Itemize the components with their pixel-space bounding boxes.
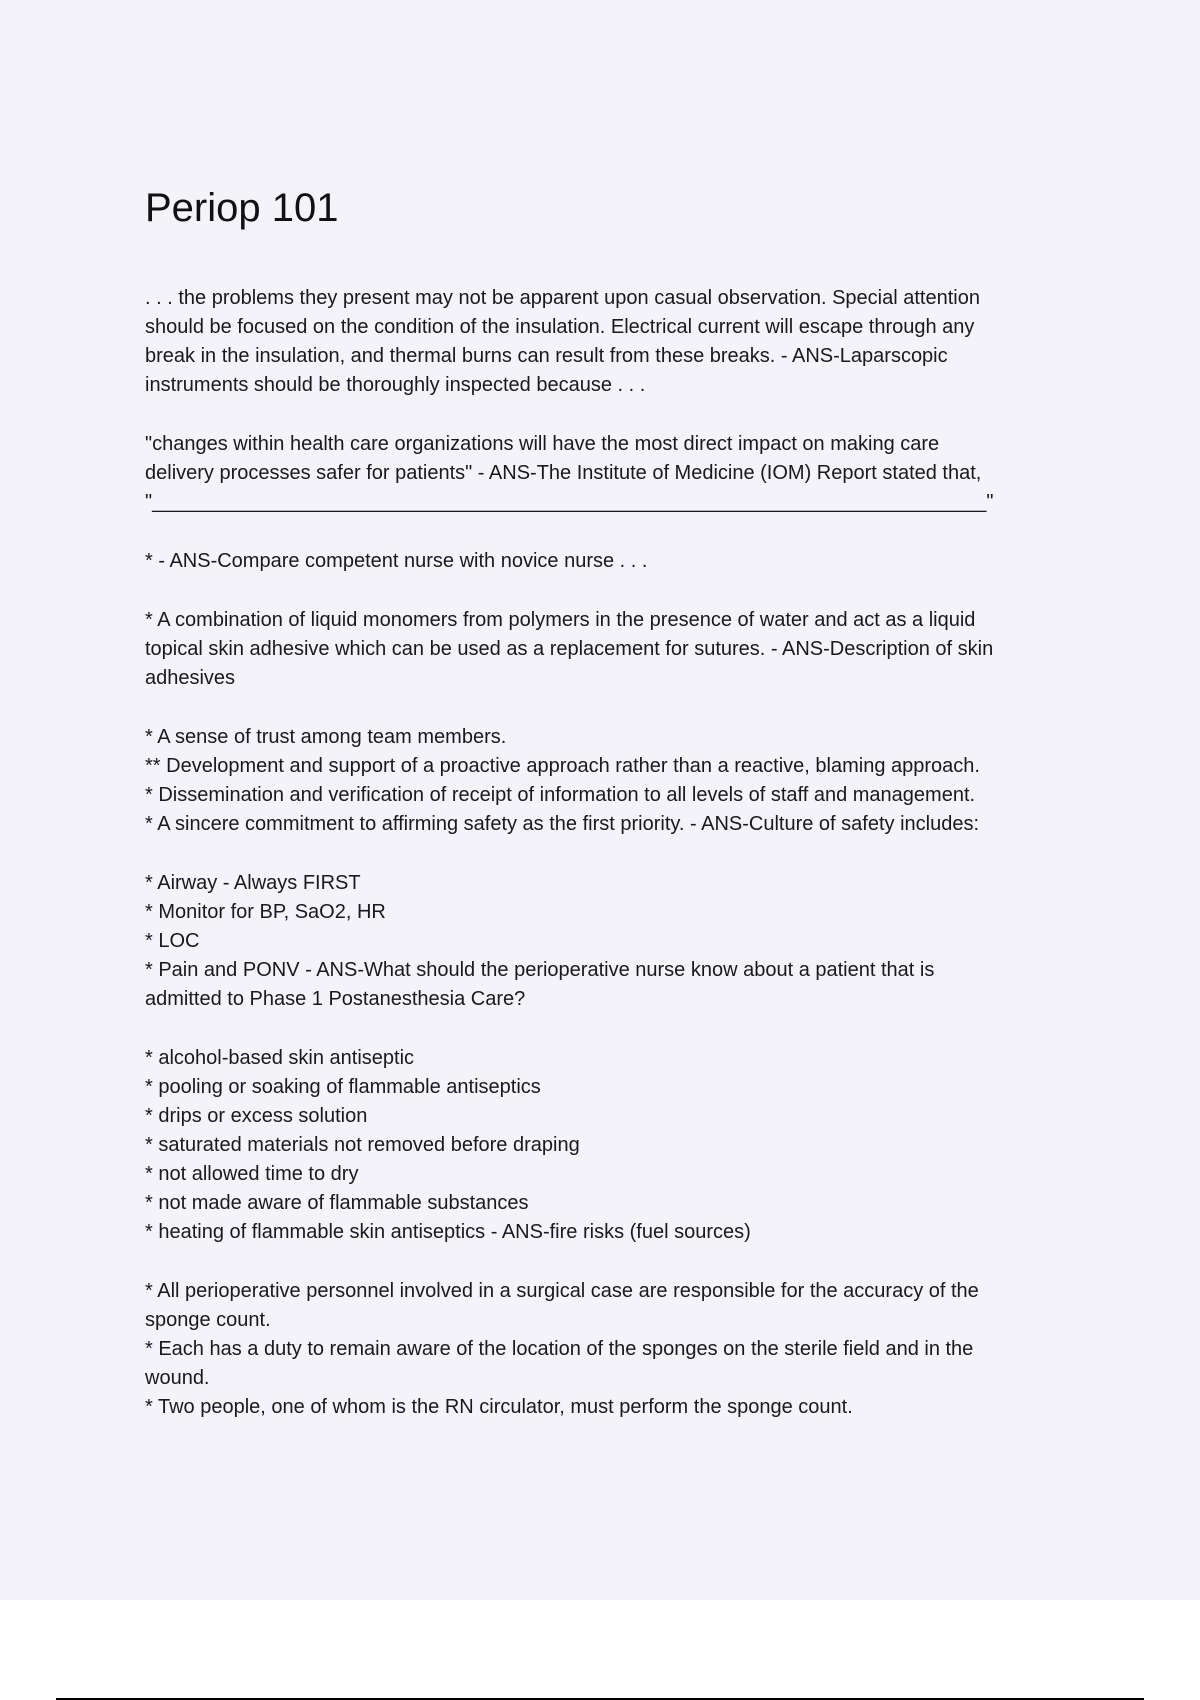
entry-skin-adhesives (145, 606, 1095, 693)
text-line: * A combination of liquid monomers from polymers in the presence of water and act as a liquid (145, 609, 976, 631)
text-line: * Monitor for BP, SaO2, HR (145, 901, 386, 923)
fill-in-blank-line: "___________________________________________________________________________" (145, 491, 994, 513)
text-line: * pooling or soaking of flammable antiseptics (145, 1076, 541, 1098)
text-line: * Each has a duty to remain aware of the location of the sponges on the sterile field and in the (145, 1338, 974, 1360)
text-line: wound. (145, 1367, 210, 1389)
entry-culture-of-safety (145, 723, 1095, 839)
text-line: admitted to Phase 1 Postanesthesia Care? (145, 988, 526, 1010)
text-line: * saturated materials not removed before draping (145, 1134, 580, 1156)
text-line: * Dissemination and verification of receipt of information to all levels of staff and management. (145, 784, 976, 806)
entry-competent-vs-novice (145, 547, 1095, 576)
text-line: delivery processes safer for patients" - ANS-The Institute of Medicine (IOM) Report stated that, (145, 462, 982, 484)
entry-fire-risks (145, 1044, 1095, 1247)
text-line: * drips or excess solution (145, 1105, 368, 1127)
text-line: * not made aware of flammable substances (145, 1192, 529, 1214)
text-line: sponge count. (145, 1309, 271, 1331)
entry-laparoscopic-instruments (145, 284, 1095, 400)
text-line: * Pain and PONV - ANS-What should the perioperative nurse know about a patient that is (145, 959, 935, 981)
text-line: break in the insulation, and thermal burns can result from these breaks. - ANS-Laparscopic (145, 345, 948, 367)
text-line: * LOC (145, 930, 200, 952)
text-line: "changes within health care organizations will have the most direct impact on making care (145, 433, 940, 455)
text-line: topical skin adhesive which can be used as a replacement for sutures. - ANS-Description of skin (145, 638, 994, 660)
text-line: * not allowed time to dry (145, 1163, 359, 1185)
entry-phase1-pacu (145, 869, 1095, 1014)
text-line: * Airway - Always FIRST (145, 872, 361, 894)
text-line: * A sincere commitment to affirming safety as the first priority. - ANS-Culture of safety includes: (145, 813, 980, 835)
text-line: * Two people, one of whom is the RN circulator, must perform the sponge count. (145, 1396, 853, 1418)
text-line: adhesives (145, 667, 236, 689)
text-line: * - ANS-Compare competent nurse with novice nurse . . . (145, 550, 648, 572)
text-line: * alcohol-based skin antiseptic (145, 1047, 415, 1069)
text-line: ** Development and support of a proactive approach rather than a reactive, blaming approach. (145, 755, 980, 777)
text-line: * A sense of trust among team members. (145, 726, 507, 748)
text-line: should be focused on the condition of the insulation. Electrical current will escape through any (145, 316, 975, 338)
text-line: * heating of flammable skin antiseptics - ANS-fire risks (fuel sources) (145, 1221, 751, 1243)
text-line: * All perioperative personnel involved in a surgical case are responsible for the accuracy of the (145, 1280, 979, 1302)
text-line: . . . the problems they present may not be apparent upon casual observation. Special attention (145, 287, 980, 309)
entry-sponge-count (145, 1277, 1095, 1422)
text-line: instruments should be thoroughly inspected because . . . (145, 374, 646, 396)
entry-iom-report (145, 430, 1095, 517)
document-content (145, 182, 1095, 1452)
page-title: Periop 101 (145, 186, 339, 230)
